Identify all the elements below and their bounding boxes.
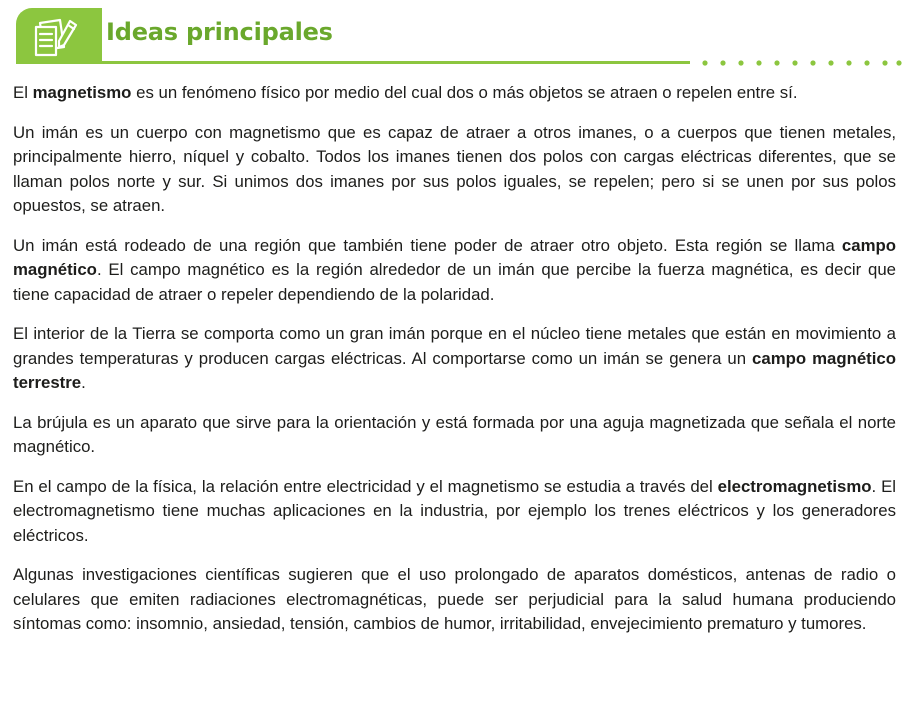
- paragraph-brujula: [13, 411, 896, 460]
- paragraph-electromagnetismo: [13, 475, 896, 549]
- text-segment: .: [81, 373, 86, 392]
- main-content: [13, 81, 896, 652]
- text-segment: Un imán está rodeado de una región que también tiene poder de atraer otro objeto. Esta región se llama: [13, 235, 842, 255]
- text-segment: El interior de la Tierra se comporta como un gran imán porque en el núcleo tiene metales que están en movimiento a grandes temperaturas y producen cargas eléctricas. Al comportarse como un imán se genera un: [13, 324, 896, 368]
- text-segment: . El campo magnético es la región alrededor de un imán que percibe la fuerza magnética, es decir que tiene capacidad de atraer o repeler dependiendo de la polaridad.: [13, 260, 896, 304]
- bold-term: campo magnético terrestre: [13, 348, 896, 392]
- text-segment: es un fenómeno físico por medio del cual dos o más objetos se atraen o repelen entre sí.: [131, 83, 798, 102]
- paragraph-iman: [13, 121, 896, 219]
- paragraph-tierra: [13, 322, 896, 396]
- section-title: Ideas principales: [106, 18, 333, 46]
- text-segment: Un imán es un cuerpo con magnetismo que es capaz de atraer a otros imanes, o a cuerpos que tienen metales, principalmente hierro, níquel y cobalto. Todos los imanes tienen dos polos con cargas eléctricas diferentes, que se llaman polos norte y sur. Si unimos dos imanes por sus polos iguales, se repelen; pero si se unen por sus polos opuestos, se atraen.: [13, 122, 896, 215]
- documents-pencil-icon: [30, 13, 86, 61]
- text-segment: Algunas investigaciones científicas sugieren que el uso prolongado de aparatos domésticos, antenas de radio o celulares que emiten radiaciones electromagnéticas, puede ser perjudicial para la salud humana produciendo síntomas como: insomnio, ansiedad, tensión, cambios de humor, irritabilidad, envejecimiento prematuro y tumores.: [13, 565, 896, 633]
- paragraph-magnetismo: [13, 81, 896, 106]
- bold-term: electromagnetismo: [717, 476, 872, 496]
- header-dotted-rule: [700, 58, 904, 68]
- text-segment: La brújula es un aparato que sirve para la orientación y está formada por una aguja magnetizada que señala el norte magnético.: [13, 412, 896, 456]
- header-rule: [16, 61, 690, 64]
- bold-term: campo magnético: [13, 235, 896, 279]
- text-segment: El: [13, 83, 33, 102]
- text-segment: En el campo de la física, la relación entre electricidad y el magnetismo se estudia a través del: [13, 476, 718, 496]
- section-header: [0, 0, 921, 72]
- text-segment: . El electromagnetismo tiene muchas aplicaciones en la industria, por ejemplo los trenes eléctricos y los generadores eléctricos.: [13, 476, 896, 545]
- paragraph-salud: [13, 563, 896, 637]
- paragraph-campo-magnetico: [13, 234, 896, 308]
- bold-term: magnetismo: [32, 83, 132, 102]
